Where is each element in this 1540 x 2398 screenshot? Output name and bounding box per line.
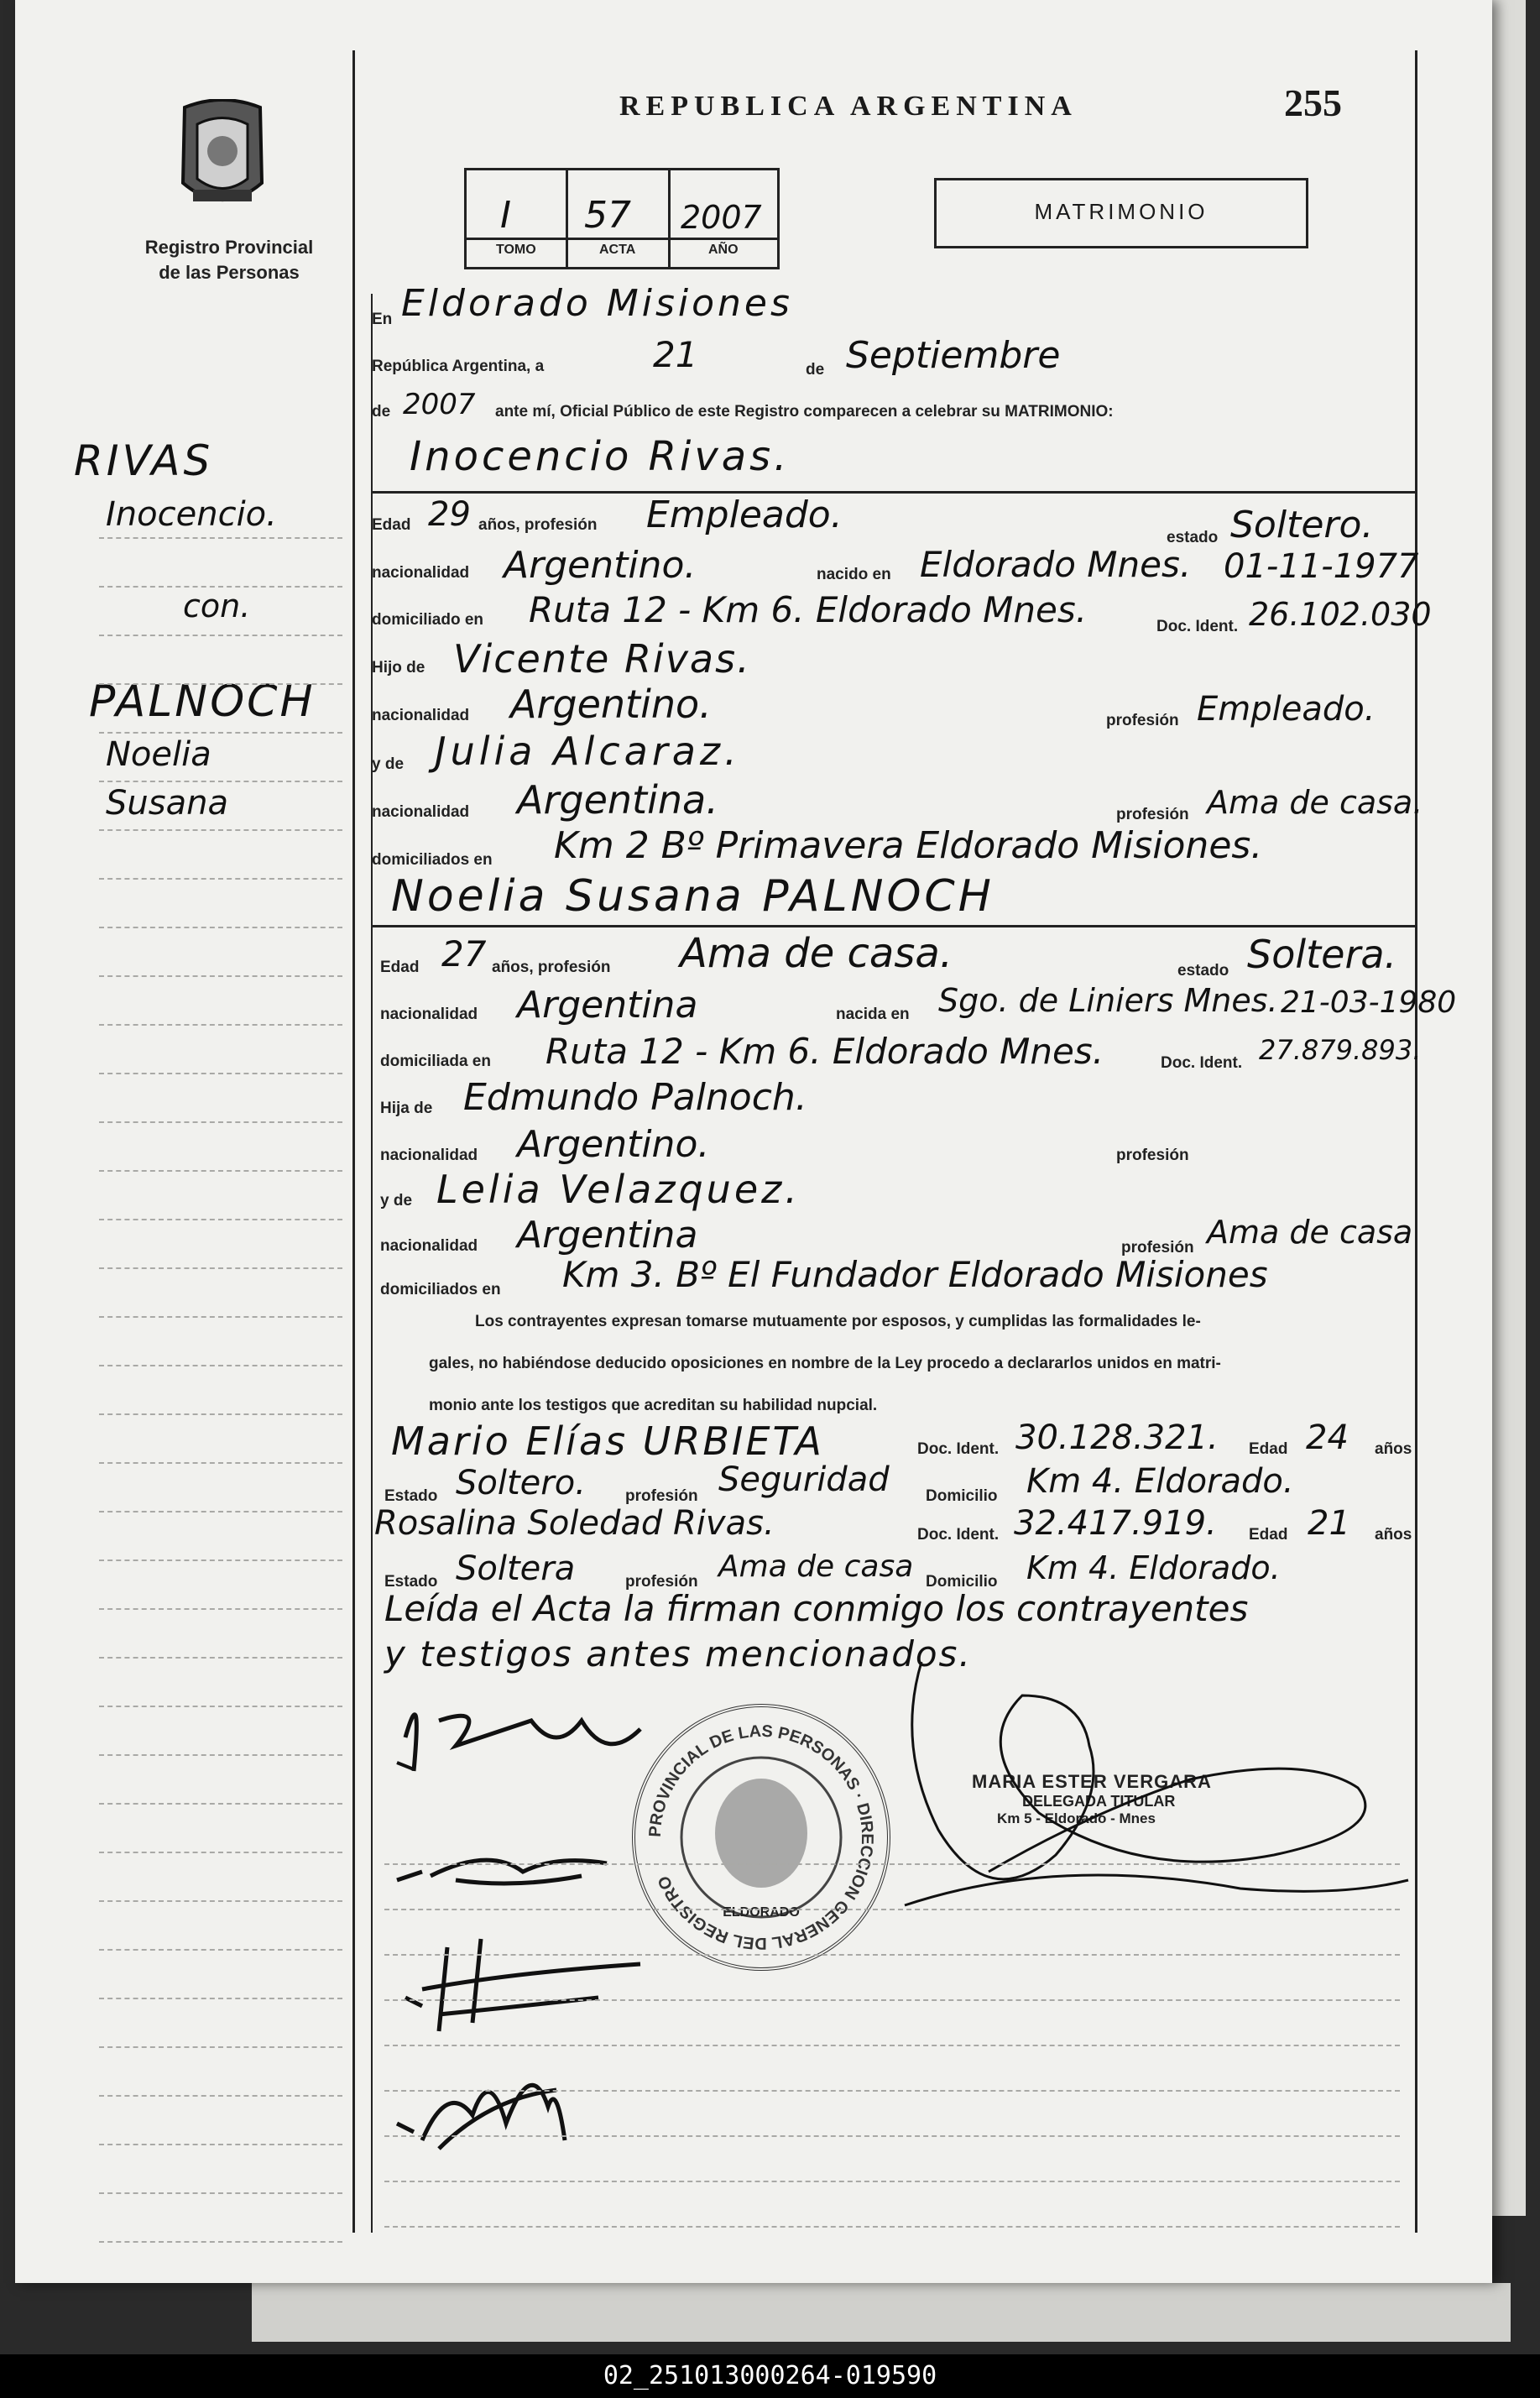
margin-ruled-line [99, 1706, 342, 1707]
signature-witness-1 [389, 1930, 657, 2040]
acta-label: ACTA [599, 243, 636, 257]
groom-doc: 26.102.030 [1249, 596, 1432, 633]
ano-label: AÑO [708, 243, 739, 257]
witness-2-dom-label: Domicilio [926, 1573, 998, 1591]
closing-line-1: Leída el Acta la firman conmigo los contrayentes [384, 1588, 1249, 1629]
groom-nac-label: nacionalidad [372, 564, 470, 582]
body-ruled-line [384, 1909, 1400, 1910]
margin-name-2a: Noelia [106, 735, 211, 774]
groom-nationality: Argentino. [504, 544, 697, 587]
declaration-line-1: Los contrayentes expresan tomarse mutuamente por esposos, y cumplidas las formalidades le- [475, 1313, 1201, 1330]
seal-ring-text: PROVINCIAL DE LAS PERSONAS · DIRECCION GENERAL DEL REGISTRO [645, 1721, 877, 1953]
margin-ruled-line [99, 1073, 342, 1074]
margin-ruled-line [99, 927, 342, 928]
bride-birthplace: Sgo. de Liniers Mnes. [938, 982, 1278, 1019]
bride-parents-address: Km 3. Bº El Fundador Eldorado Misiones [562, 1254, 1268, 1295]
witness-2-prof-label: profesión [625, 1573, 698, 1591]
groom-birthplace: Eldorado Mnes. [920, 544, 1192, 585]
groom-father-nat-label: nacionalidad [372, 707, 470, 724]
country-heading: REPUBLICA ARGENTINA [619, 91, 1078, 122]
groom-profession: Empleado. [646, 494, 843, 536]
declaration-line-3: monio ante los testigos que acreditan su habilidad nupcial. [429, 1397, 878, 1414]
groom-yde-label: y de [372, 755, 405, 773]
margin-ruled-line [99, 1316, 342, 1318]
witness-2-anos-label: años [1375, 1526, 1412, 1544]
bride-doc-label: Doc. Ident. [1161, 1054, 1243, 1072]
margin-ruled-line [99, 1219, 342, 1220]
bride-birthdate: 21-03-1980 [1281, 985, 1457, 1020]
provincial-emblem-icon [168, 99, 277, 217]
bride-nac-label: nacionalidad [380, 1006, 478, 1023]
groom-father-prof-label: profesión [1106, 712, 1179, 729]
witness-1-address: Km 4. Eldorado. [1026, 1462, 1294, 1501]
margin-name-2b: Susana [106, 784, 228, 823]
witness-1-age: 24 [1306, 1418, 1349, 1457]
bride-nacida-label: nacida en [836, 1006, 910, 1023]
bride-name: Noelia Susana PALNOCH [391, 871, 994, 922]
bride-dom-label: domiciliada en [380, 1053, 491, 1070]
official-title: DELEGADA TITULAR [1022, 1793, 1176, 1810]
groom-mother: Julia Alcaraz. [435, 729, 741, 774]
witness-1-doc: 30.128.321. [1015, 1418, 1219, 1457]
margin-ruled-line [99, 1754, 342, 1756]
witness-2-estado-label: Estado [384, 1573, 438, 1591]
margin-ruled-line [99, 1998, 342, 1999]
witness-1-name: Mario Elías URBIETA [391, 1418, 824, 1464]
body-ruled-line [384, 1863, 1400, 1865]
witness-1-dom-label: Domicilio [926, 1487, 998, 1505]
bride-doc: 27.879.893. [1259, 1034, 1422, 1066]
closing-line-2: y testigos antes mencionados. [384, 1633, 972, 1674]
bride-mother-nat: Argentina [517, 1214, 698, 1256]
margin-ruled-line [99, 1365, 342, 1366]
ano-value: 2007 [681, 199, 762, 236]
bride-hija-label: Hija de [380, 1100, 433, 1117]
groom-address: Ruta 12 - Km 6. Eldorado Mnes. [529, 589, 1088, 630]
margin-ruled-line [99, 586, 342, 588]
groom-hijo-label: Hijo de [372, 659, 425, 677]
tomo-value: I [500, 194, 511, 237]
margin-ruled-line [99, 1121, 342, 1123]
margin-ruled-line [99, 1511, 342, 1512]
tomo-label: TOMO [496, 243, 536, 257]
bride-father-nat-label: nacionalidad [380, 1147, 478, 1164]
witness-1-profession: Seguridad [718, 1460, 890, 1499]
groom-doc-label: Doc. Ident. [1156, 618, 1239, 635]
intro-place: Eldorado Misiones [401, 282, 793, 325]
margin-ruled-line [99, 683, 342, 685]
body-ruled-line [384, 2045, 1400, 2046]
registry-seal-stamp [632, 1704, 890, 1971]
signature-groom [389, 1670, 666, 1788]
bride-mother-nat-label: nacionalidad [380, 1237, 478, 1255]
witness-1-anos-label: años [1375, 1440, 1412, 1458]
groom-prof-label: años, profesión [478, 516, 598, 534]
page-under [252, 2283, 1511, 2342]
groom-mother-nat-label: nacionalidad [372, 803, 470, 821]
margin-ruled-line [99, 1462, 342, 1464]
signature-witness-2 [389, 2048, 607, 2174]
de2-label: de [372, 403, 391, 421]
witness-1-prof-label: profesión [625, 1487, 698, 1505]
groom-estado-label: estado [1167, 529, 1219, 546]
groom-status: Soltero. [1230, 504, 1374, 546]
body-ruled-line [384, 1954, 1400, 1956]
margin-ruled-line [99, 732, 342, 734]
document-id-footer: 02_251013000264-019590 [0, 2354, 1540, 2398]
bride-mother: Lelia Velazquez. [436, 1167, 801, 1212]
intro-month: Septiembre [846, 334, 1061, 377]
register-box [464, 168, 780, 269]
left-column-rule-2 [371, 294, 373, 2233]
witness-2-age: 21 [1308, 1504, 1350, 1543]
margin-ruled-line [99, 781, 342, 782]
bride-yde-label: y de [380, 1192, 413, 1209]
margin-ruled-line [99, 878, 342, 880]
witness-2-doc: 32.417.919. [1014, 1504, 1217, 1543]
margin-ruled-line [99, 2192, 342, 2194]
bride-status: Soltera. [1247, 932, 1397, 977]
groom-separator [371, 491, 1415, 494]
signature-bride [389, 1830, 640, 1905]
margin-ruled-line [99, 2046, 342, 2048]
bride-father-nat: Argentino. [517, 1123, 710, 1166]
body-ruled-line [384, 2226, 1400, 2228]
margin-ruled-line [99, 1852, 342, 1853]
margin-ruled-line [99, 1267, 342, 1269]
margin-ruled-line [99, 1559, 342, 1561]
declaration-line-2: gales, no habiéndose deducido oposiciones en nombre de la Ley procedo a declararlos unidos en matri- [429, 1355, 1221, 1372]
witness-1-status: Soltero. [456, 1464, 586, 1502]
groom-edad-label: Edad [372, 516, 411, 534]
margin-surname-2: PALNOCH [89, 677, 316, 727]
witness-2-address: Km 4. Eldorado. [1026, 1549, 1281, 1586]
witness-1-doc-label: Doc. Ident. [917, 1440, 1000, 1458]
registry-name-line1: Registro Provincial [144, 237, 314, 258]
body-ruled-line [384, 2090, 1400, 2092]
witness-2-edad-label: Edad [1249, 1526, 1288, 1544]
left-column-rule [352, 50, 355, 2233]
margin-ruled-line [99, 1949, 342, 1951]
bride-father: Edmundo Palnoch. [463, 1076, 807, 1119]
bride-profession: Ama de casa. [680, 930, 953, 977]
groom-father: Vicente Rivas. [453, 636, 751, 682]
bride-mother-prof-label: profesión [1121, 1239, 1194, 1256]
bride-separator [371, 925, 1415, 927]
page-edge [1492, 0, 1526, 2216]
margin-ruled-line [99, 1657, 342, 1659]
witness-1-edad-label: Edad [1249, 1440, 1288, 1458]
groom-father-prof: Empleado. [1197, 690, 1376, 729]
groom-father-nat: Argentino. [510, 682, 712, 727]
margin-ruled-line [99, 1170, 342, 1172]
bride-prof-label: años, profesión [492, 959, 611, 976]
seal-inner-text: ELDORADO [723, 1905, 800, 1920]
bride-father-prof-label: profesión [1116, 1147, 1189, 1164]
intro-day: 21 [653, 334, 698, 375]
bride-address: Ruta 12 - Km 6. Eldorado Mnes. [546, 1031, 1104, 1072]
groom-doms-label: domiciliados en [372, 851, 493, 869]
body-ruled-line [384, 1999, 1400, 2001]
official-office: Km 5 - Eldorado - Mnes [997, 1810, 1156, 1826]
bride-nationality: Argentina [517, 984, 698, 1027]
witness-2-doc-label: Doc. Ident. [917, 1526, 1000, 1544]
margin-surname-1: RIVAS [74, 436, 214, 485]
margin-ruled-line [99, 1024, 342, 1026]
margin-ruled-line [99, 1608, 342, 1610]
intro-year: 2007 [403, 388, 476, 421]
de-label: de [806, 361, 825, 379]
groom-mother-nat: Argentina. [517, 777, 718, 823]
margin-ruled-line [99, 1413, 342, 1415]
margin-ruled-line [99, 975, 342, 977]
certificate-page [15, 0, 1492, 2283]
republica-label: República Argentina, a [372, 358, 545, 375]
groom-birthdate: 01-11-1977 [1224, 547, 1419, 586]
margin-ruled-line [99, 2241, 342, 2243]
act-type-box [934, 178, 1308, 248]
acta-value: 57 [584, 194, 631, 237]
groom-name-intro: Inocencio Rivas. [410, 433, 791, 480]
groom-nacido-label: nacido en [817, 566, 891, 583]
bride-mother-prof: Ama de casa [1207, 1214, 1413, 1251]
witness-2-status: Soltera [456, 1549, 576, 1588]
margin-ruled-line [99, 2095, 342, 2097]
act-type-label: MATRIMONIO [1034, 199, 1209, 224]
en-label: En [372, 311, 393, 328]
groom-mother-prof: Ama de casa. [1207, 784, 1423, 821]
margin-ruled-line [99, 537, 342, 539]
ante-text: ante mí, Oficial Público de este Registro comparecen a celebrar su MATRIMONIO: [495, 403, 1114, 421]
body-ruled-line [384, 2135, 1400, 2137]
folio-number: 255 [1284, 81, 1342, 124]
bride-edad-label: Edad [380, 959, 420, 976]
bride-doms-label: domiciliados en [380, 1281, 501, 1298]
groom-mother-prof-label: profesión [1116, 806, 1189, 823]
margin-name-1: Inocencio. [106, 495, 277, 534]
margin-ruled-line [99, 2144, 342, 2145]
registry-name-line2: de las Personas [159, 262, 300, 283]
official-name: MARIA ESTER VERGARA [972, 1771, 1212, 1792]
margin-ruled-line [99, 635, 342, 636]
body-ruled-line [384, 2181, 1400, 2182]
bride-estado-label: estado [1177, 962, 1229, 980]
signature-official [888, 1645, 1425, 1947]
margin-con: con. [183, 588, 251, 624]
margin-ruled-line [99, 829, 342, 831]
groom-age: 29 [428, 495, 471, 534]
margin-ruled-line [99, 1900, 342, 1902]
groom-parents-address: Km 2 Bº Primavera Eldorado Misiones. [554, 824, 1263, 867]
bride-age: 27 [441, 933, 487, 974]
groom-dom-label: domiciliado en [372, 611, 484, 629]
witness-2-name: Rosalina Soledad Rivas. [374, 1504, 775, 1543]
witness-1-estado-label: Estado [384, 1487, 438, 1505]
margin-ruled-line [99, 1803, 342, 1805]
witness-2-profession: Ama de casa [718, 1549, 914, 1584]
